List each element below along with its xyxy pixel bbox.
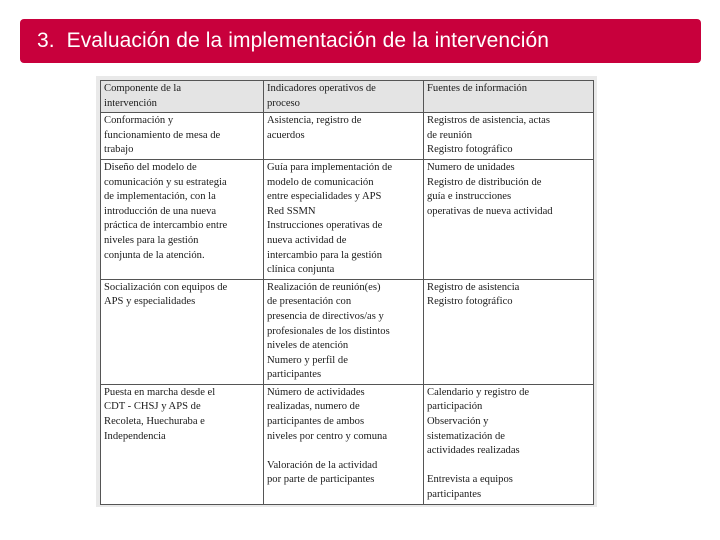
cell-line: realizadas, numero de xyxy=(267,401,360,413)
cell-line: presencia de directivos/as y xyxy=(267,310,384,322)
cell-line: de presentación con xyxy=(267,296,352,308)
cell-line: niveles para la gestión xyxy=(104,234,199,246)
table-row xyxy=(101,113,594,160)
cell-line: sistematización de xyxy=(427,430,505,442)
cell-line: participación xyxy=(427,401,483,413)
cell-line: clínica conjunta xyxy=(267,264,335,276)
header-indicadores xyxy=(264,81,424,113)
cell-line: Registro de distribución de xyxy=(427,176,542,188)
cell-line: Registro de asistencia xyxy=(427,281,520,293)
cell-line: Asistencia, registro de xyxy=(267,115,362,127)
cell-line: conjunta de la atención. xyxy=(104,249,205,261)
cell-line: Número de actividades xyxy=(267,386,365,398)
cell-line: de implementación, con la xyxy=(104,191,216,203)
cell-line: intercambio para la gestión xyxy=(267,249,383,261)
cell-line: guía e instrucciones xyxy=(427,191,512,203)
cell-indicadores xyxy=(264,279,424,384)
table-row xyxy=(101,159,594,279)
cell-componente xyxy=(101,113,264,160)
cell-line: niveles de atención xyxy=(267,340,349,352)
cell-fuentes xyxy=(424,113,594,160)
header-fuentes xyxy=(424,81,594,113)
cell-line: comunicación y su estrategia xyxy=(104,176,227,188)
cell-line: Registros de asistencia, actas xyxy=(427,115,550,127)
cell-spacer xyxy=(427,459,590,474)
cell-line: actividades realizadas xyxy=(427,445,520,457)
cell-line: Diseño del modelo de xyxy=(104,161,197,173)
cell-line: Red SSMN xyxy=(267,205,316,217)
cell-line: Registro fotográfico xyxy=(427,144,513,156)
header-line: Componente de la xyxy=(104,83,182,94)
cell-line: de reunión xyxy=(427,129,473,141)
cell-componente xyxy=(101,384,264,504)
cell-indicadores xyxy=(264,113,424,160)
cell-line: Valoración de la actividad xyxy=(267,459,378,471)
cell-componente xyxy=(101,159,264,279)
cell-line: Numero y perfil de xyxy=(267,354,348,366)
cell-fuentes xyxy=(424,279,594,384)
cell-line: Numero de unidades xyxy=(427,161,515,173)
header-line: Fuentes de información xyxy=(427,83,528,94)
cell-line: participantes xyxy=(427,489,482,501)
cell-line: participantes de ambos xyxy=(267,416,365,428)
cell-line: Independencia xyxy=(104,430,166,442)
header-line: proceso xyxy=(267,97,300,109)
cell-line: introducción de una nueva xyxy=(104,205,217,217)
cell-line: Observación y xyxy=(427,416,489,428)
header-line: Indicadores operativos de xyxy=(267,83,376,94)
cell-line: Instrucciones operativas de xyxy=(267,220,383,232)
slide-title xyxy=(37,29,549,53)
cell-indicadores xyxy=(264,159,424,279)
cell-line: nueva actividad de xyxy=(267,234,347,246)
cell-spacer xyxy=(267,444,420,459)
cell-line: Guía para implementación de xyxy=(267,161,393,173)
indicators-table xyxy=(100,80,594,505)
table-row xyxy=(101,279,594,384)
cell-indicadores xyxy=(264,384,424,504)
cell-line: por parte de participantes xyxy=(267,474,375,486)
cell-line: operativas de nueva actividad xyxy=(427,205,553,217)
cell-line: funcionamiento de mesa de xyxy=(104,129,221,141)
cell-line: Calendario y registro de xyxy=(427,386,530,398)
cell-fuentes xyxy=(424,159,594,279)
header-componente xyxy=(101,81,264,113)
cell-line: modelo de comunicación xyxy=(267,176,374,188)
cell-line: Realización de reunión(es) xyxy=(267,281,381,293)
cell-line: Conformación y xyxy=(104,115,174,127)
cell-line: profesionales de los distintos xyxy=(267,325,390,337)
cell-line: APS y especialidades xyxy=(104,296,196,308)
cell-line: acuerdos xyxy=(267,129,305,141)
header-line: intervención xyxy=(104,97,157,109)
table-row xyxy=(101,384,594,504)
title-bar xyxy=(20,19,701,63)
cell-componente xyxy=(101,279,264,384)
cell-fuentes xyxy=(424,384,594,504)
cell-line: Recoleta, Huechuraba e xyxy=(104,416,205,428)
table-header-row xyxy=(101,81,594,113)
cell-line: trabajo xyxy=(104,144,134,156)
title-number: 3. xyxy=(37,29,55,52)
cell-line: CDT - CHSJ y APS de xyxy=(104,401,201,413)
title-text: Evaluación de la implementación de la intervención xyxy=(66,29,550,52)
indicators-table-frame xyxy=(96,76,597,507)
cell-line: participantes xyxy=(267,369,322,381)
cell-line: Socialización con equipos de xyxy=(104,281,228,293)
cell-line: Puesta en marcha desde el xyxy=(104,386,216,398)
cell-line: Entrevista a equipos xyxy=(427,474,513,486)
cell-line: Registro fotográfico xyxy=(427,296,513,308)
cell-line: niveles por centro y comuna xyxy=(267,430,388,442)
cell-line: práctica de intercambio entre xyxy=(104,220,228,232)
cell-line: entre especialidades y APS xyxy=(267,191,382,203)
